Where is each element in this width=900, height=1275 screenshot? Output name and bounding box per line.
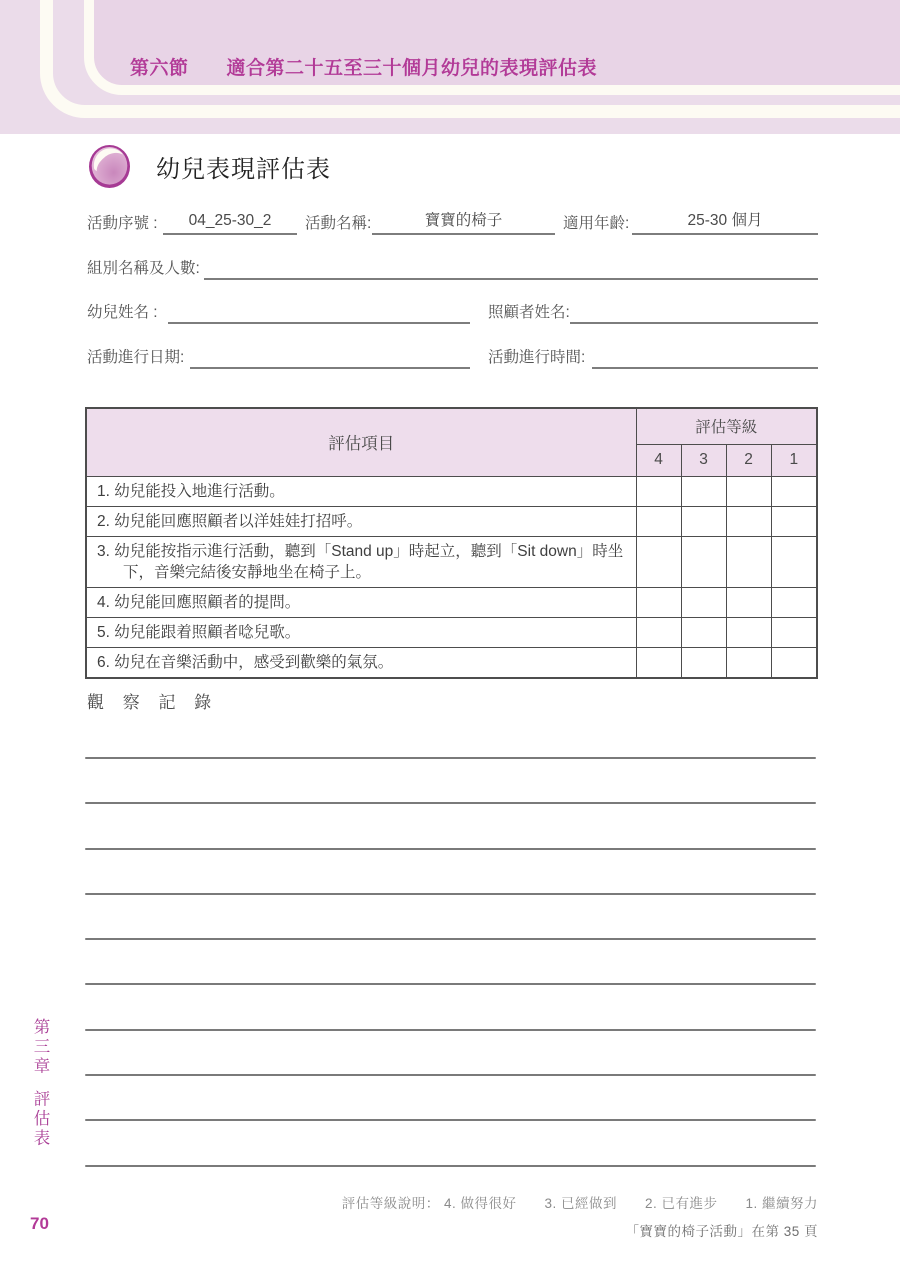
grade-1-header: 1: [771, 444, 817, 476]
observation-lines: [85, 757, 816, 1167]
grade-2-header: 2: [726, 444, 771, 476]
ruled-line: [85, 1119, 816, 1121]
grade-4-header: 4: [636, 444, 681, 476]
score-cell: [771, 536, 817, 587]
group-label: 組別名稱及人數:: [87, 260, 200, 277]
score-cell: [681, 506, 726, 536]
grade-3-header: 3: [681, 444, 726, 476]
chapter-tab: [28, 1018, 52, 1148]
score-cell: [726, 617, 771, 647]
caregiver-label: 照顧者姓名:: [488, 304, 570, 321]
ruled-line: [85, 1074, 816, 1076]
item-text: 1. 幼兒能投入地進行活動。: [86, 476, 636, 506]
item-text: 5. 幼兒能跟着照顧者唸兒歌。: [86, 617, 636, 647]
activity-name-label: 活動名稱:: [305, 215, 372, 232]
score-cell: [636, 536, 681, 587]
observation-label: 觀 察 記 錄: [87, 693, 219, 712]
score-cell: [771, 647, 817, 678]
score-cell: [681, 476, 726, 506]
activity-name-value: 寶寶的椅子: [372, 211, 555, 235]
grade-column-header: 評估等級: [636, 408, 817, 444]
page-title: 幼兒表現評估表: [156, 156, 331, 183]
grade-legend: 評估等級說明： 4. 做得很好 3. 已經做到 2. 已有進步 1. 繼續努力: [341, 1196, 818, 1211]
item-column-header: 評估項目: [86, 408, 636, 476]
table-row: [86, 587, 817, 617]
title-row: [88, 144, 331, 189]
table-row: [86, 617, 817, 647]
time-value: [592, 345, 818, 369]
item-text: 3. 幼兒能按指示進行活動，聽到「Stand up」時起立，聽到「Sit down」時坐下，音樂完結後安靜地坐在椅子上。: [86, 536, 636, 587]
ruled-line: [85, 802, 816, 804]
score-cell: [681, 536, 726, 587]
ruled-line: [85, 938, 816, 940]
table-row: [86, 536, 817, 587]
score-cell: [771, 587, 817, 617]
child-name-label: 幼兒姓名 :: [87, 304, 158, 321]
table-row: [86, 476, 817, 506]
ruled-line: [85, 983, 816, 985]
header-band: [0, 0, 900, 134]
score-cell: [636, 617, 681, 647]
score-cell: [636, 506, 681, 536]
score-cell: [771, 617, 817, 647]
score-cell: [771, 476, 817, 506]
score-cell: [681, 617, 726, 647]
age-label: 適用年齡:: [563, 215, 630, 232]
caregiver-value: [570, 300, 818, 324]
date-value: [190, 345, 470, 369]
section-header: [130, 53, 597, 80]
chapter-number: 第三章: [31, 1018, 49, 1077]
ruled-line: [85, 1029, 816, 1031]
ruled-line: [85, 893, 816, 895]
score-cell: [636, 476, 681, 506]
chapter-label: 評估表: [31, 1089, 49, 1148]
score-cell: [726, 647, 771, 678]
item-text: 6. 幼兒在音樂活動中，感受到歡樂的氣氛。: [86, 647, 636, 678]
ruled-line: [85, 757, 816, 759]
score-cell: [681, 647, 726, 678]
age-value: 25-30 個月: [632, 211, 818, 235]
table-row: [86, 506, 817, 536]
score-cell: [726, 536, 771, 587]
assessment-table: [85, 407, 818, 679]
pearl-icon: [88, 144, 131, 189]
group-value: [204, 256, 818, 280]
activity-no-label: 活動序號 :: [87, 215, 158, 232]
item-text: 2. 幼兒能回應照顧者以洋娃娃打招呼。: [86, 506, 636, 536]
score-cell: [726, 476, 771, 506]
time-label: 活動進行時間:: [488, 349, 586, 366]
score-cell: [636, 587, 681, 617]
page-number: 70: [30, 1214, 49, 1233]
score-cell: [681, 587, 726, 617]
ruled-line: [85, 1165, 816, 1167]
score-cell: [726, 587, 771, 617]
activity-no-value: 04_25-30_2: [163, 211, 297, 235]
ruled-line: [85, 848, 816, 850]
table-row: [86, 647, 817, 678]
section-title: 適合第二十五至三十個月幼兒的表現評估表: [226, 58, 598, 79]
score-cell: [636, 647, 681, 678]
section-number: 第六節: [130, 58, 189, 79]
score-cell: [771, 506, 817, 536]
activity-reference: 「寶寶的椅子活動」在第 35 頁: [625, 1224, 818, 1239]
score-cell: [726, 506, 771, 536]
item-text: 4. 幼兒能回應照顧者的提問。: [86, 587, 636, 617]
header-inner-frame: [84, 0, 900, 95]
date-label: 活動進行日期:: [87, 349, 185, 366]
child-name-value: [168, 300, 470, 324]
